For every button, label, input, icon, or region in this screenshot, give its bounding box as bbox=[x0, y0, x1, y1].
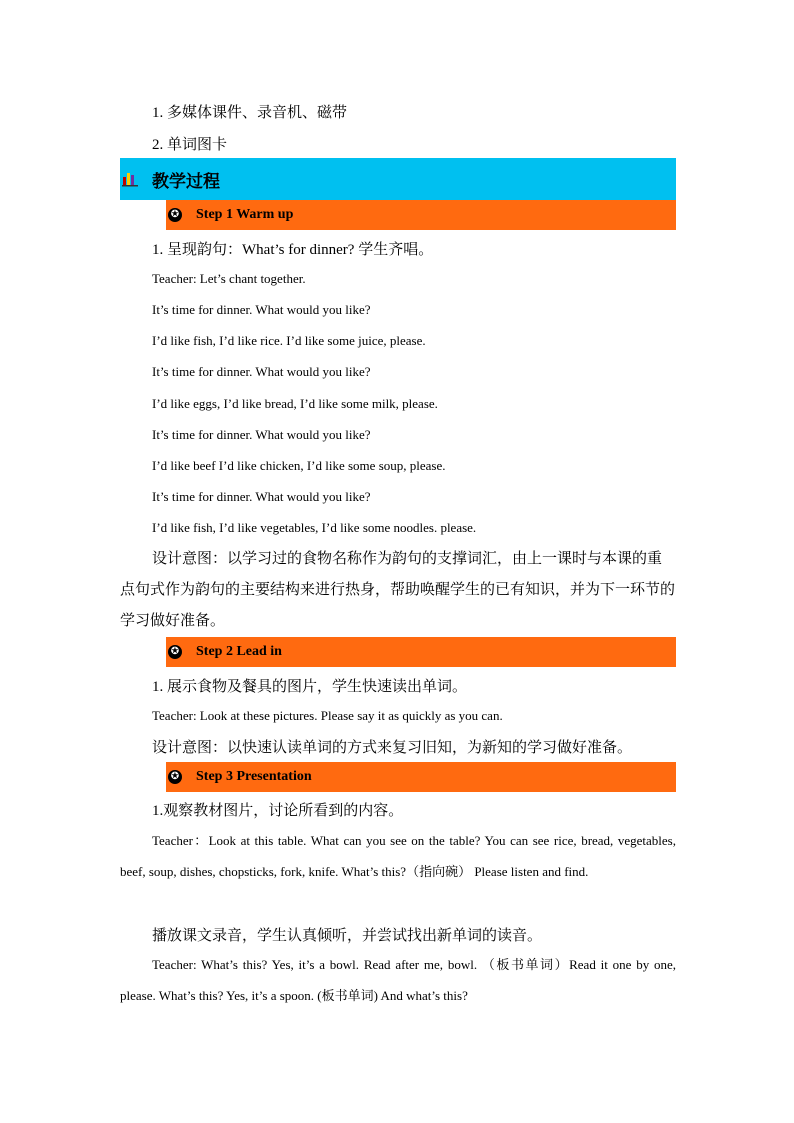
step-3-teacher-paragraph-1 bbox=[120, 825, 676, 887]
star-icon: ✪ bbox=[168, 208, 182, 222]
chant-line: I’d like eggs, I’d like bread, I’d like some milk, please. bbox=[152, 396, 438, 411]
chant-line: It’s time for dinner. What would you like? bbox=[152, 364, 371, 379]
step-2-title: Step 2 Lead in bbox=[196, 644, 282, 659]
step-3-title: Step 3 Presentation bbox=[196, 769, 312, 784]
material-item-1: 1. 多媒体课件、录音机、磁带 bbox=[152, 105, 348, 121]
step-2-teacher-line: Teacher: Look at these pictures. Please say it as quickly as you can. bbox=[152, 708, 503, 723]
chant-line: It’s time for dinner. What would you like? bbox=[152, 489, 371, 504]
bars-icon bbox=[122, 171, 138, 187]
chant-line: It’s time for dinner. What would you like? bbox=[152, 302, 371, 317]
step-3-header bbox=[166, 762, 676, 792]
chant-line: Teacher: Let’s chant together. bbox=[152, 271, 306, 286]
material-item-2: 2. 单词图卡 bbox=[152, 137, 228, 153]
section-title: 教学过程 bbox=[152, 171, 220, 192]
step-2-design-intent: 设计意图：以快速认读单词的方式来复习旧知，为新知的学习做好准备。 bbox=[152, 740, 633, 756]
section-header-teaching-process bbox=[120, 158, 676, 200]
step-1-header bbox=[166, 200, 676, 230]
step-2-intro: 1. 展示食物及餐具的图片，学生快速读出单词。 bbox=[152, 679, 468, 695]
step-1-intro: 1. 呈现韵句：What’s for dinner? 学生齐唱。 bbox=[152, 242, 434, 258]
step-3-teacher-paragraph-2 bbox=[120, 949, 676, 1011]
step-1-design-text: 设计意图：以学习过的食物名称作为韵句的支撑词汇，由上一课时与本课的重点句式作为韵句的主要结构来进行热身，帮助唤醒学生的已有知识，并为下一环节的学习做好准备。 bbox=[120, 551, 676, 629]
step-3-intro: 1.观察教材图片，讨论所看到的内容。 bbox=[152, 803, 404, 819]
chant-line: It’s time for dinner. What would you like? bbox=[152, 427, 371, 442]
step-3-listen-instruction: 播放课文录音，学生认真倾听，并尝试找出新单词的读音。 bbox=[152, 928, 543, 944]
chant-line: I’d like beef I’d like chicken, I’d like some soup, please. bbox=[152, 458, 446, 473]
star-icon: ✪ bbox=[168, 770, 182, 784]
step-1-design-intent bbox=[120, 544, 676, 637]
step-3-teacher-text-2: Teacher: What’s this? Yes, it’s a bowl. Read after me, bowl. （板书单词）Read it one by one, please. What’s this? Yes, it’s a spoon. (板书单词) And what’s this? bbox=[120, 957, 676, 1003]
star-icon: ✪ bbox=[168, 645, 182, 659]
chant-line: I’d like fish, I’d like vegetables, I’d like some noodles. please. bbox=[152, 520, 477, 535]
step-1-title: Step 1 Warm up bbox=[196, 207, 294, 222]
step-3-teacher-text-1: Teacher：Look at this table. What can you see on the table? You can see rice, bread, vegetables, beef, soup, dishes, chopsticks, fork, knife. What’s this?（指向碗） Please listen and find. bbox=[120, 833, 676, 879]
step-2-header bbox=[166, 637, 676, 667]
chant-line: I’d like fish, I’d like rice. I’d like some juice, please. bbox=[152, 333, 426, 348]
